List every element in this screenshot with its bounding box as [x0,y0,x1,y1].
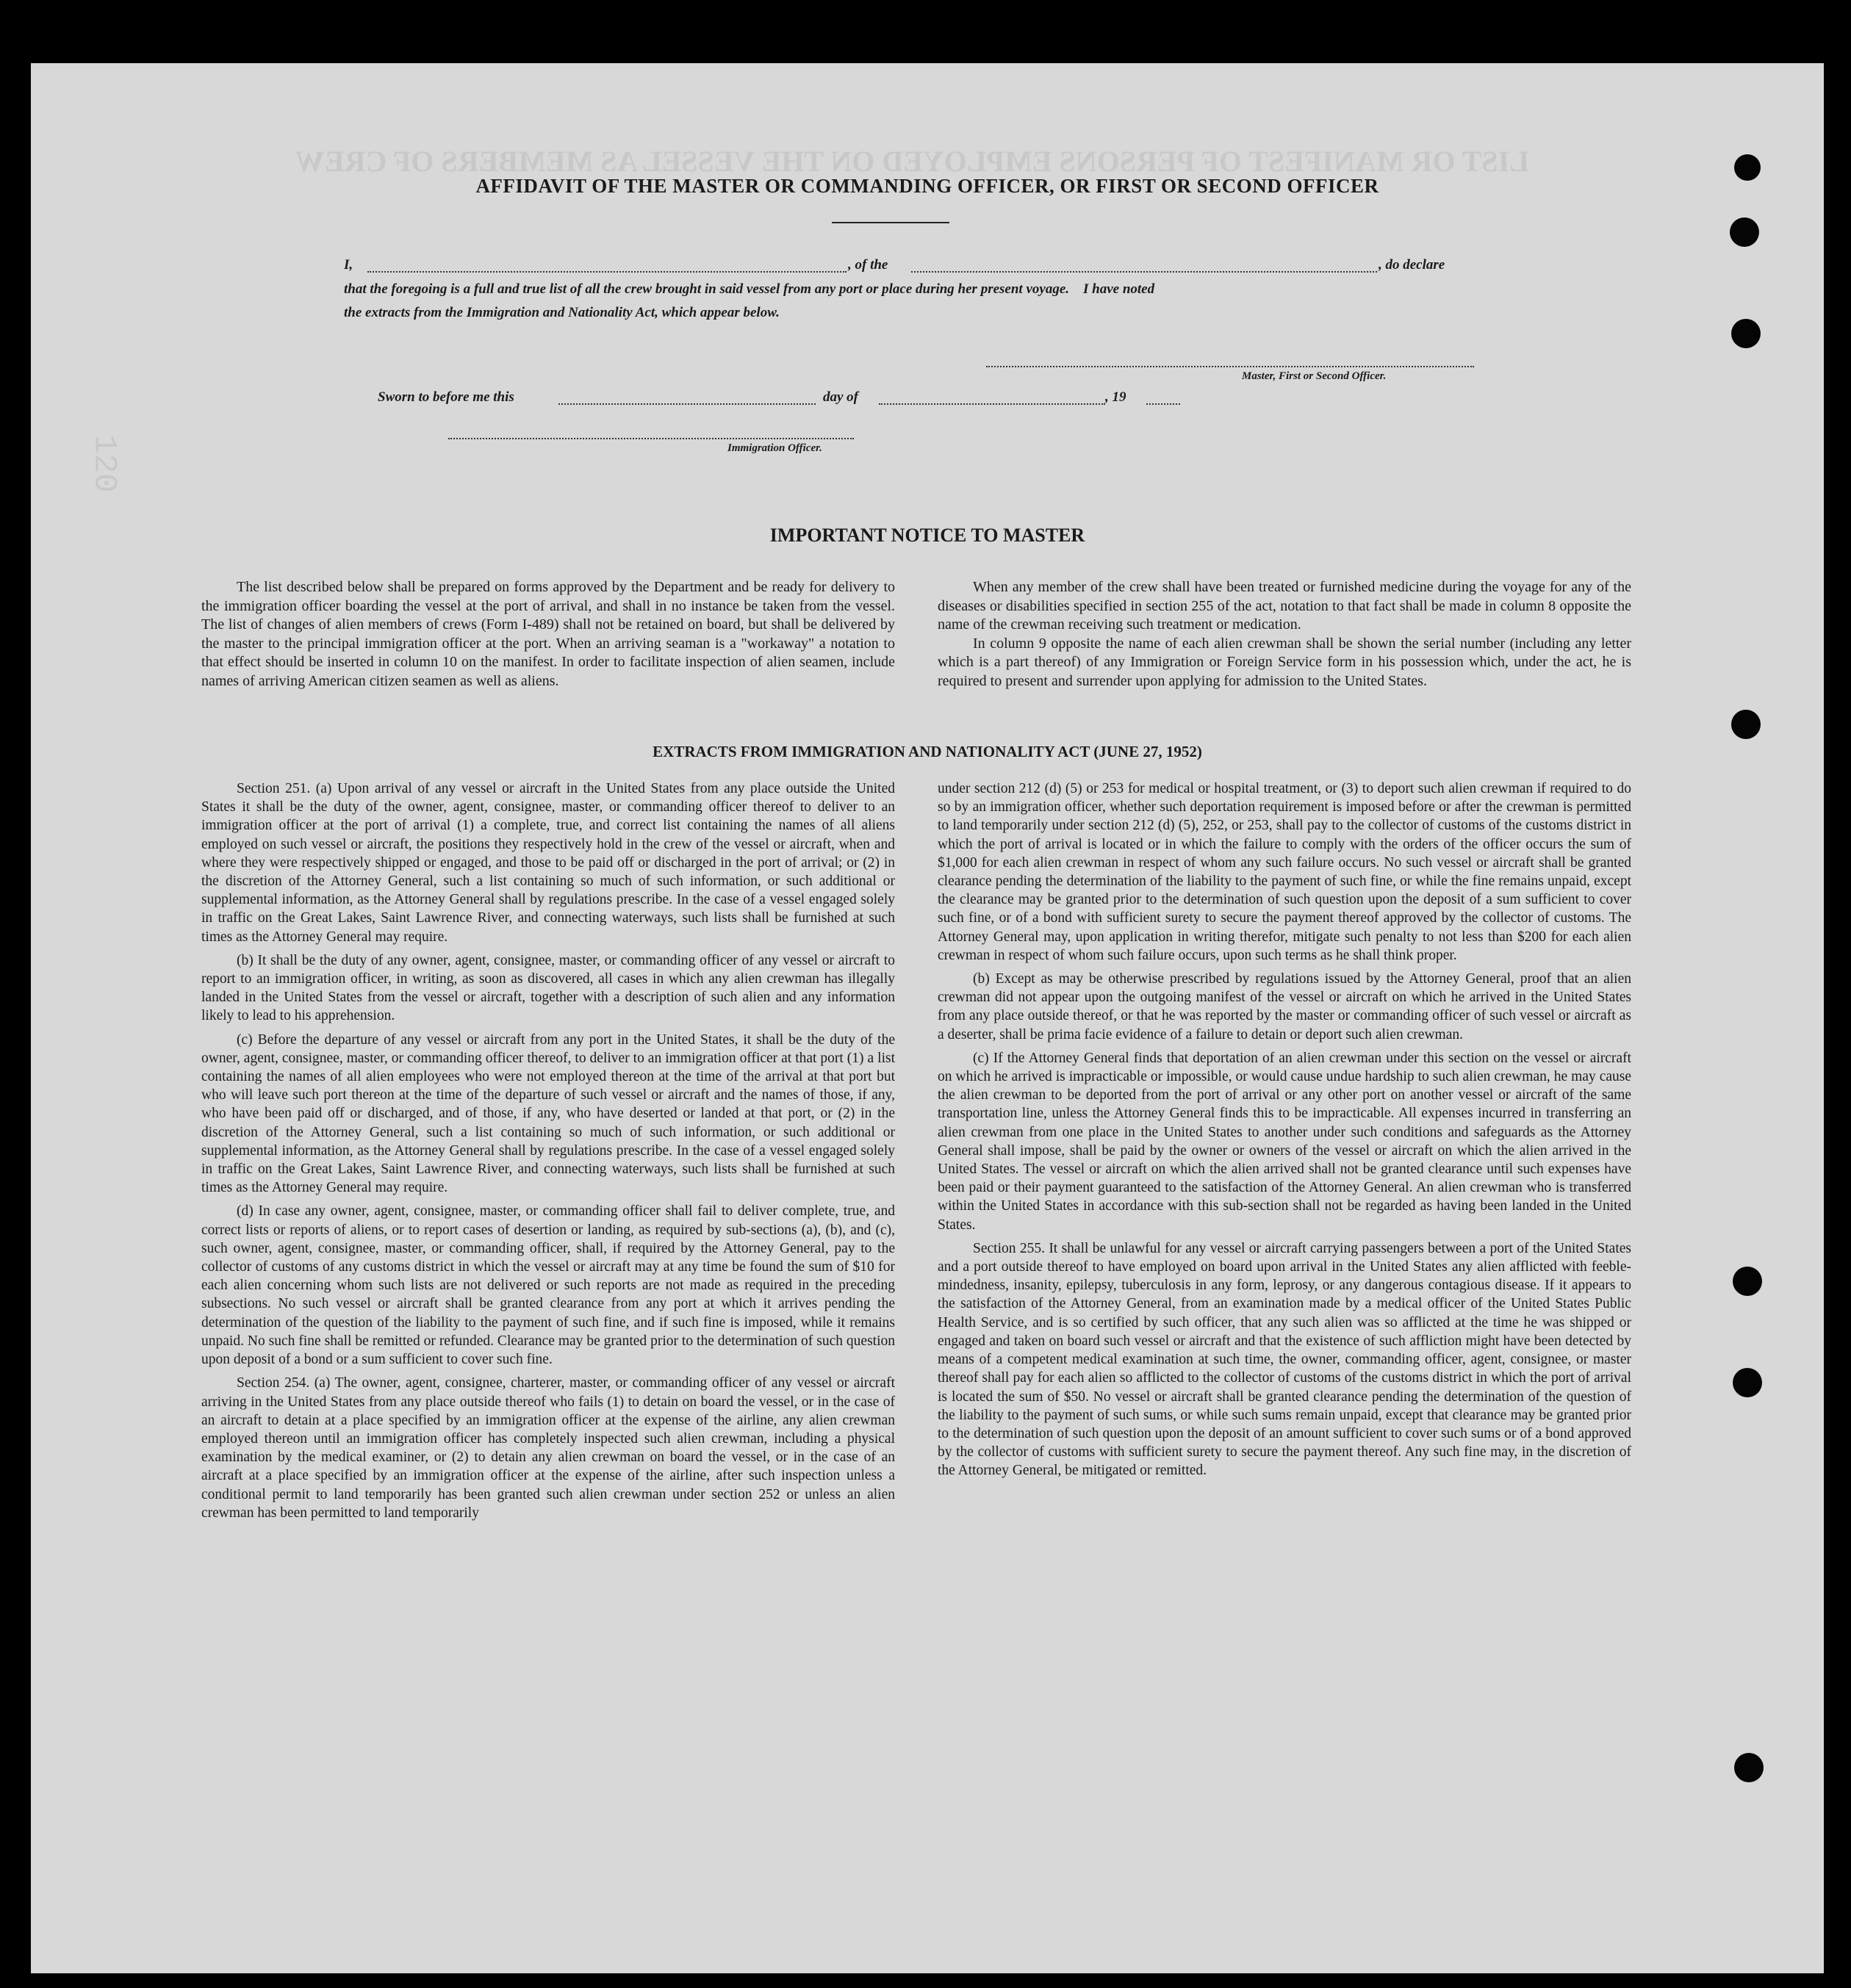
notice-left-paragraph: The list described below shall be prepared on forms approved by the Department and be ready for delivery to the immigration officer boarding the vessel at the port of arrival, and shall in no instance be taken from the vessel. The list of changes of alien members of crews (Form I-489) shall not be retained on board, but shall be delivered by the master to the principal immigration officer at the port. When an arriving seaman is a "workaway" a notation to that effect should be inserted in column 10 on the manifest. In order to facilitate inspection of alien seamen, include names of arriving American citizen seamen as well as aliens. [201,579,895,689]
binder-hole [1733,1267,1762,1296]
binder-hole [1731,710,1761,739]
section-251b: (b) It shall be the duty of any owner, agent, consignee, master, or commanding officer of any vessel or aircraft to report to an immigration officer, in writing, as soon as discovered, all cases in which any alien crewman has illegally landed in the United States from the vessel or aircraft, together with a description of such alien and any information likely to lead to his apprehension. [201,952,895,1024]
section-254b: (b) Except as may be otherwise prescribed by regulations issued by the Attorney General, proof that an alien crewman did not appear upon the outgoing manifest of the vessel or aircraft on which he arrived in the United States from any place outside thereof, or that he was reported by the master or commanding officer of such vessel or aircraft as a deserter, shall be prima facie evidence of a failure to detain or deport such alien crewman. [938,971,1631,1042]
notice-right-column [938,578,1631,691]
sworn-day-field[interactable] [558,403,816,405]
declaration-line-2: the extracts from the Immigration and Nationality Act, which appear below. [344,305,780,320]
vessel-name-field[interactable] [911,271,1377,273]
binder-hole [1734,1753,1764,1782]
affidavit-title: AFFIDAVIT OF THE MASTER OR COMMANDING OFFICER, OR FIRST OR SECOND OFFICER [475,175,1379,197]
year-label: , 19 [1105,389,1126,405]
section-254c: (c) If the Attorney General finds that deportation of an alien crewman under this section on the vessel or aircraft on which he arrived is impracticable or impossible, or would cause undue hardship to such alien crewman, he may cause the alien crewman to be deported from the port of arrival or any other port on another vessel or aircraft of the same transportation line, unless the Attorney General finds this to be impracticable. All expenses incurred in transferring an alien crewman from one place in the United States to another under such conditions and safeguards as the Attorney General shall impose, shall be paid by the owner or owners of the vessel or aircraft on which the alien arrived in the United States. The vessel or aircraft on which the alien arrived shall not be granted clearance until such expenses have been paid or their payment guaranteed to the satisfaction of the Attorney General. An alien crewman who is transferred within the United States in accordance with this sub-section shall not be regarded as having been landed in the United States. [938,1050,1631,1233]
section-255: Section 255. It shall be unlawful for any vessel or aircraft carrying passengers between a port of the United States and a port outside thereof to have employed on board upon arrival in the United States any alien afflicted with feeble-mindedness, insanity, epilepsy, tuberculosis in any form, leprosy, or any dangerous contagious disease. If it appears to the satisfaction of the Attorney General, from an examination made by a medical officer of the United States Public Health Service, and is so certified by such officer, that any such alien was so afflicted at the time he was shipped or engaged and taken on board such vessel or aircraft and that the existence of such affliction might have been detected by means of a competent medical examination at such time, the owner, commanding officer, agent, consignee, or master thereof shall pay for each alien so afflicted to the collector of customs of the customs district in which the port of arrival is located the sum of $50. No vessel or aircraft shall be granted clearance pending the determination of the question of the liability to the payment of such sums, or while such sums remain unpaid, except that clearance may be granted prior to the determination of such question upon the deposit of an amount sufficient to cover such sums or of a bond approved by the collector of customs with sufficient surety to secure the payment thereof. Any such fine may, in the discretion of the Attorney General, be mitigated or remitted. [938,1240,1631,1479]
extracts-left-column [201,779,895,1522]
sworn-month-field[interactable] [879,403,1105,405]
bleed-through-page-number: 120 [85,434,123,493]
section-254a: Section 254. (a) The owner, agent, consignee, charterer, master, or commanding officer of any vessel or aircraft arriving in the United States from any place outside thereof who fails (1) to detain on board the vessel, or in the case of an aircraft to detain at a place specified by an immigration officer at the expense of the airline, any alien crewman employed thereon until an immigration officer has completely inspected such alien crewman, including a physical examination by the medical examiner, or (2) to detain any alien crewman on board the vessel, or in the case of an aircraft at a place specified by an immigration officer at the expense of the airline, after such inspection unless a conditional permit to land temporarily has been granted such alien crewman under section 252 or unless an alien crewman has been permitted to land temporarily [201,1375,895,1521]
day-of-label: day of [823,389,859,405]
affidavit-of-the-label: , of the [848,257,888,273]
sworn-year-field[interactable] [1146,403,1180,405]
master-caption: Master, First or Second Officer. [1242,370,1387,382]
document-page [31,63,1824,1973]
immigration-officer-signature-line[interactable] [448,438,854,439]
notice-left-column [201,578,895,691]
immigration-officer-caption: Immigration Officer. [727,442,822,454]
binder-hole [1733,1368,1762,1397]
bleed-through-heading: LIST OR MANIFEST OF PERSONS EMPLOYED ON THE VESSEL AS MEMBERS OF CREW [295,145,1529,178]
section-251c: (c) Before the departure of any vessel or aircraft from any port in the United States, it shall be the duty of the owner, agent, consignee, master, or commanding officer thereof, to deliver to an immigration officer at that port (1) a list containing the names of all alien employees who were not employed thereon at the time of the arrival at that port but who will leave such port thereon at the time of the departure of such vessel or aircraft and the names of those, if any, who have been paid off or discharged, and of those, if any, who have deserted or landed at that port, or (2) in the discretion of the Attorney General, such a list containing so much of such information, or such additional or supplemental information, as the Attorney General shall by regulations prescribe. In the case of a vessel engaged solely in traffic on the Great Lakes, Saint Lawrence River, and connecting waterways, such lists shall be furnished at such times as the Attorney General may require. [201,1031,895,1196]
notice-right-paragraph-2: In column 9 opposite the name of each alien crewman shall be shown the serial number (including any letter which is a part thereof) of any Immigration or Foreign Service form in his possession which, under the act, he is required to present and surrender upon applying for admission to the United States. [938,635,1631,689]
section-254a-continued: under section 212 (d) (5) or 253 for medical or hospital treatment, or (3) to deport such alien crewman if required to do so by an immigration officer, whether such deportation requirement is imposed before or after the crewman is permitted to land temporarily under section 212 (d) (5), 252, or 253, shall pay to the collector of customs of the customs district in which the port of arrival is located or in which the failure to comply with the orders of the officer occurs the sum of $1,000 for each alien crewman in respect of whom any such failure occurs. No such vessel or aircraft shall be granted clearance pending the determination of the liability to the payment of such fine, or while the fine remains unpaid, except the clearance may be granted prior to the determination of such question upon the deposit of a sum sufficient to cover such fine, or of a bond with sufficient surety to secure the payment thereof approved by the collector of customs. The Attorney General may, upon application in writing therefor, mitigate such penalty to not less than $200 for each alien crewman in respect of whom such failure occurs, upon such terms as he shall think proper. [938,781,1631,963]
notice-title: IMPORTANT NOTICE TO MASTER [769,525,1085,546]
binder-hole [1731,319,1761,348]
master-signature-line[interactable] [986,366,1474,367]
declaration-line-1: that the foregoing is a full and true list of all the crew brought in said vessel from any port or place during her present voyage. I have noted [344,281,1155,297]
master-name-field[interactable] [367,271,847,273]
extracts-right-column [938,779,1631,1480]
notice-right-paragraph-1: When any member of the crew shall have been treated or furnished medicine during the voyage for any of the diseases or disabilities specified in section 255 of the act, notation to that fact shall be made in column 8 opposite the name of the crewman receiving such treatment or medication. [938,579,1631,633]
section-251d: (d) In case any owner, agent, consignee, master, or commanding officer shall fail to deliver complete, true, and correct lists or reports of aliens, or to report cases of desertion or landing, as required by sub-sections (a), (b), and (c), such owner, agent, consignee, master, or commanding officer, shall, if required by the Attorney General, pay to the collector of customs of any customs district in which the vessel or aircraft may at any time be found the sum of $10 for each alien concerning whom such lists are not delivered or such reports are not made as required in the preceding subsections. No such vessel or aircraft shall be granted clearance from any port at which it arrives pending the determination of the question of the liability to the payment of such fine, and if such fine is imposed, while it remains unpaid. No such fine shall be remitted or refunded. Clearance may be granted prior to the determination of such question upon deposit of a bond or a sum sufficient to cover such fine. [201,1203,895,1368]
binder-hole [1730,217,1759,247]
affidavit-do-declare-label: , do declare [1379,257,1445,273]
section-251a: Section 251. (a) Upon arrival of any vessel or aircraft in the United States from any place outside the United States it shall be the duty of the owner, agent, consignee, master, or commanding officer thereof to deliver to an immigration officer at the port of arrival (1) a complete, true, and correct list containing the names of all aliens employed on such vessel or aircraft, the positions they respectively hold in the crew of the vessel or aircraft, when and where they were respectively shipped or engaged, and those to be paid off or discharged in the port of arrival; or (2) in the discretion of the Attorney General, such a list containing so much of such information, or such additional or supplemental information, as the Attorney General shall by regulations prescribe. In the case of a vessel engaged solely in traffic on the Great Lakes, Saint Lawrence River, and connecting waterways, such lists shall be furnished at such times as the Attorney General may require. [201,781,895,945]
affidavit-i-label: I, [344,257,353,273]
title-divider [832,222,949,223]
extracts-title: EXTRACTS FROM IMMIGRATION AND NATIONALITY ACT (JUNE 27, 1952) [653,743,1202,760]
sworn-label: Sworn to before me this [378,389,514,405]
